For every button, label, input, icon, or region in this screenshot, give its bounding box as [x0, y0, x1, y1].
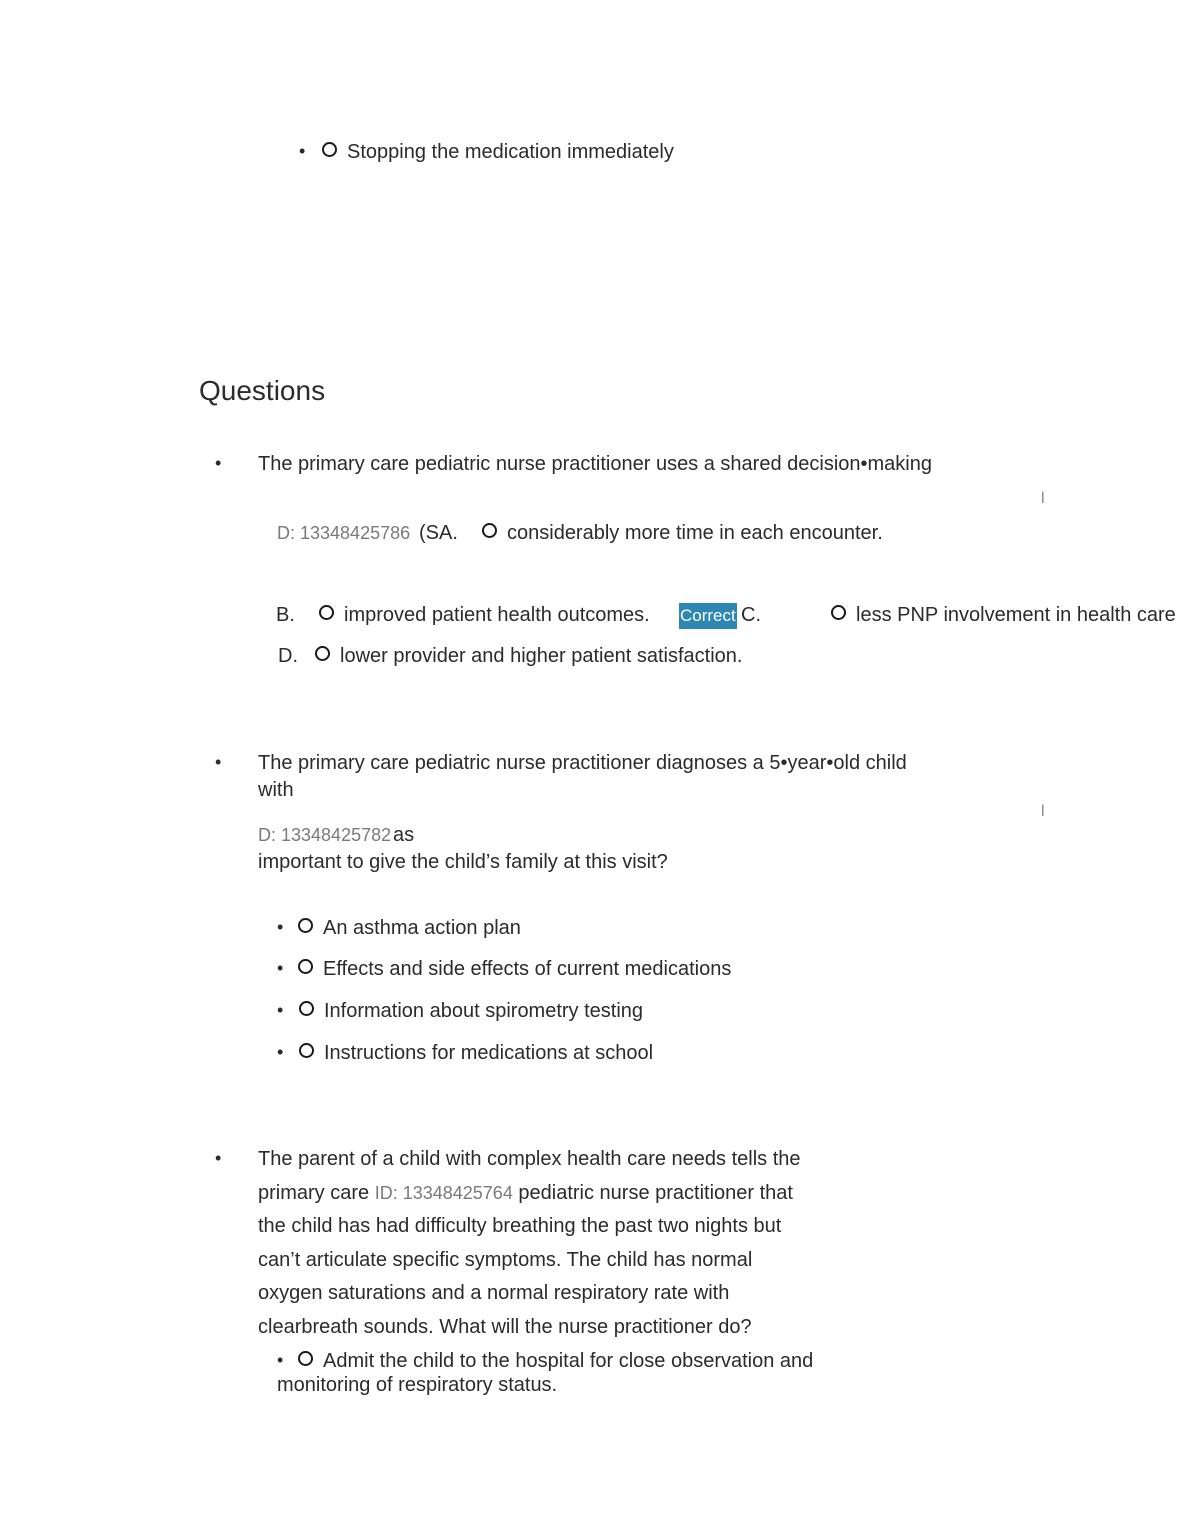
- option-d-letter: D.: [278, 645, 298, 667]
- option-b-text: improved patient health outcomes.: [344, 604, 650, 626]
- question-3-line3: the child has had difficulty breathing the past two nights but: [258, 1215, 782, 1237]
- option-radio[interactable]: [298, 959, 313, 978]
- list-bullet: •: [277, 1042, 284, 1062]
- question-3-id: ID: 13348425764: [374, 1182, 513, 1203]
- question-2-stem-line2: with: [258, 779, 294, 801]
- question-3-line2-pre: primary care: [258, 1181, 370, 1204]
- question-3-line6: clearbreath sounds. What will the nurse practitioner do?: [258, 1315, 752, 1338]
- margin-mark: l: [1041, 490, 1045, 507]
- correct-badge: Correct: [679, 603, 737, 629]
- list-bullet: •: [277, 1000, 284, 1020]
- option-c-radio[interactable]: [831, 605, 846, 624]
- radio-circle-icon[interactable]: [315, 646, 330, 661]
- question-1-stem: The primary care pediatric nurse practitioner uses a shared decision•making: [258, 453, 932, 475]
- option-a-radio[interactable]: [482, 523, 497, 542]
- radio-circle-icon[interactable]: [482, 523, 497, 538]
- radio-circle-icon[interactable]: [298, 959, 313, 974]
- question-3-line2-post: pediatric nurse practitioner that: [518, 1181, 793, 1204]
- option-b-letter: B.: [276, 604, 295, 626]
- question-3-line2: [258, 1177, 801, 1211]
- option-radio[interactable]: [298, 1351, 313, 1370]
- section-title: Questions: [199, 375, 326, 406]
- option-radio[interactable]: [299, 1043, 314, 1062]
- question-3-stem: [258, 1143, 801, 1344]
- option-c-text: less PNP involvement in health care: [856, 604, 1176, 626]
- option-d-text: lower provider and higher patient satisfaction.: [340, 645, 743, 667]
- list-bullet: •: [277, 958, 284, 978]
- option-admit-hospital-line1: Admit the child to the hospital for close observation and: [323, 1350, 814, 1372]
- option-a-text: considerably more time in each encounter.: [507, 522, 883, 544]
- margin-mark: l: [1041, 803, 1045, 820]
- question-2-id-suffix: as: [393, 824, 415, 846]
- option-stop-medication: Stopping the medication immediately: [347, 141, 674, 163]
- option-admit-hospital-line2: monitoring of respiratory status.: [277, 1374, 558, 1396]
- option-radio[interactable]: [299, 1001, 314, 1020]
- radio-circle-icon[interactable]: [299, 1001, 314, 1016]
- question-3-line4: can’t articulate specific symptoms. The child has normal: [258, 1248, 753, 1271]
- list-bullet: •: [277, 917, 284, 937]
- question-1-prefix: (SA.: [419, 522, 458, 544]
- list-bullet: •: [215, 752, 222, 772]
- radio-circle-icon[interactable]: [322, 142, 337, 157]
- question-2-stem-line3: important to give the child’s family at this visit?: [258, 851, 668, 873]
- question-3-line5: oxygen saturations and a normal respiratory rate with: [258, 1282, 730, 1304]
- radio-circle-icon[interactable]: [831, 605, 846, 620]
- radio-button[interactable]: [322, 142, 337, 161]
- option-radio[interactable]: [298, 918, 313, 937]
- radio-circle-icon[interactable]: [299, 1043, 314, 1058]
- option-asthma-action-plan: An asthma action plan: [323, 917, 521, 939]
- list-bullet: •: [299, 141, 306, 161]
- radio-circle-icon[interactable]: [319, 605, 334, 620]
- option-school-medications: Instructions for medications at school: [324, 1042, 654, 1064]
- question-2-id: D: 13348425782: [258, 825, 392, 845]
- question-2-stem-line1: The primary care pediatric nurse practitioner diagnoses a 5•year•old child: [258, 752, 907, 774]
- option-c-letter: C.: [741, 604, 761, 626]
- list-bullet: •: [277, 1350, 284, 1370]
- option-spirometry: Information about spirometry testing: [324, 1000, 644, 1022]
- radio-circle-icon[interactable]: [298, 918, 313, 933]
- option-d-radio[interactable]: [315, 646, 330, 665]
- option-b-radio[interactable]: [319, 605, 334, 624]
- question-3-line1: The parent of a child with complex health care needs tells the: [258, 1148, 801, 1170]
- option-side-effects: Effects and side effects of current medications: [323, 958, 732, 980]
- list-bullet: •: [215, 1148, 222, 1168]
- question-1-id: D: 13348425786: [277, 523, 411, 543]
- radio-circle-icon[interactable]: [298, 1351, 313, 1366]
- list-bullet: •: [215, 453, 222, 473]
